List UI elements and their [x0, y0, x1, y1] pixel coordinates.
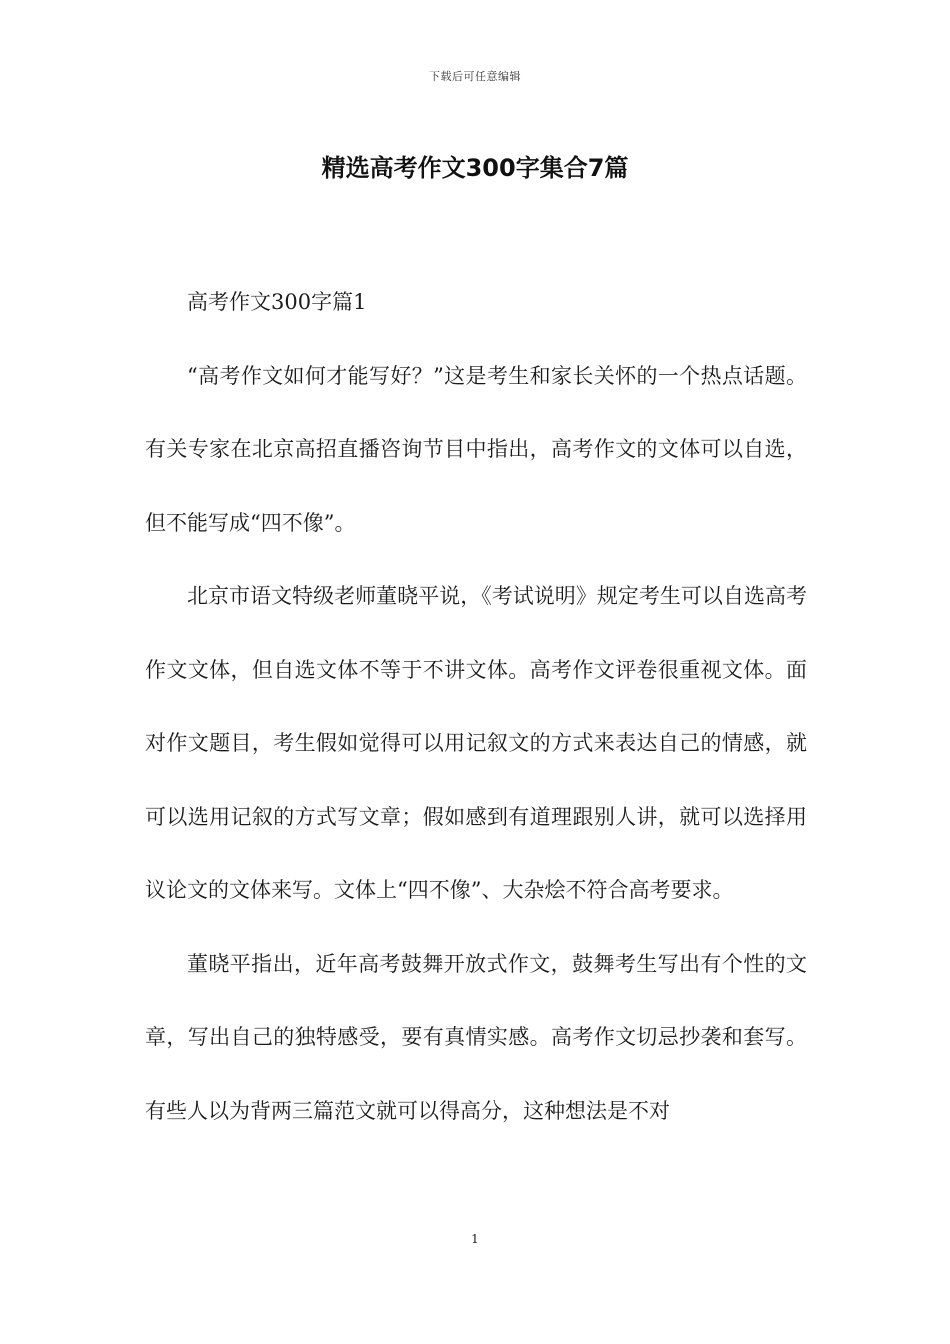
page-number: 1 [471, 1232, 479, 1246]
document-title: 精选高考作文300字集合7篇 [321, 154, 629, 182]
paragraph: 北京市语文特级老师董晓平说，《考试说明》规定考生可以自选高考作文文体，但自选文体不等于不讲文体。高考作文评卷很重视文体。面对作文题目，考生假如觉得可以用记叙文的方式来表达自己的情感，就可以选用记叙的方式写文章；假如感到有道理跟别人讲，就可以选择用议论文的文体来写。文体上“四不像”、大杂烩不符合高考要求。 [145, 584, 807, 902]
document-body [145, 266, 807, 1148]
paragraph: 董晓平指出，近年高考鼓舞开放式作文，鼓舞考生写出有个性的文章，写出自己的独特感受，要有真情实感。高考作文切忌抄袭和套写。有些人以为背两三篇范文就可以得高分，这种想法是不对 [145, 951, 807, 1123]
section-heading: 高考作文300字篇1 [187, 290, 367, 314]
paragraph: “高考作文如何才能写好？”这是考生和家长关怀的一个热点话题。有关专家在北京高招直播咨询节目中指出，高考作文的文体可以自选，但不能写成“四不像”。 [145, 363, 807, 535]
header-note: 下载后可任意编辑 [429, 70, 521, 83]
